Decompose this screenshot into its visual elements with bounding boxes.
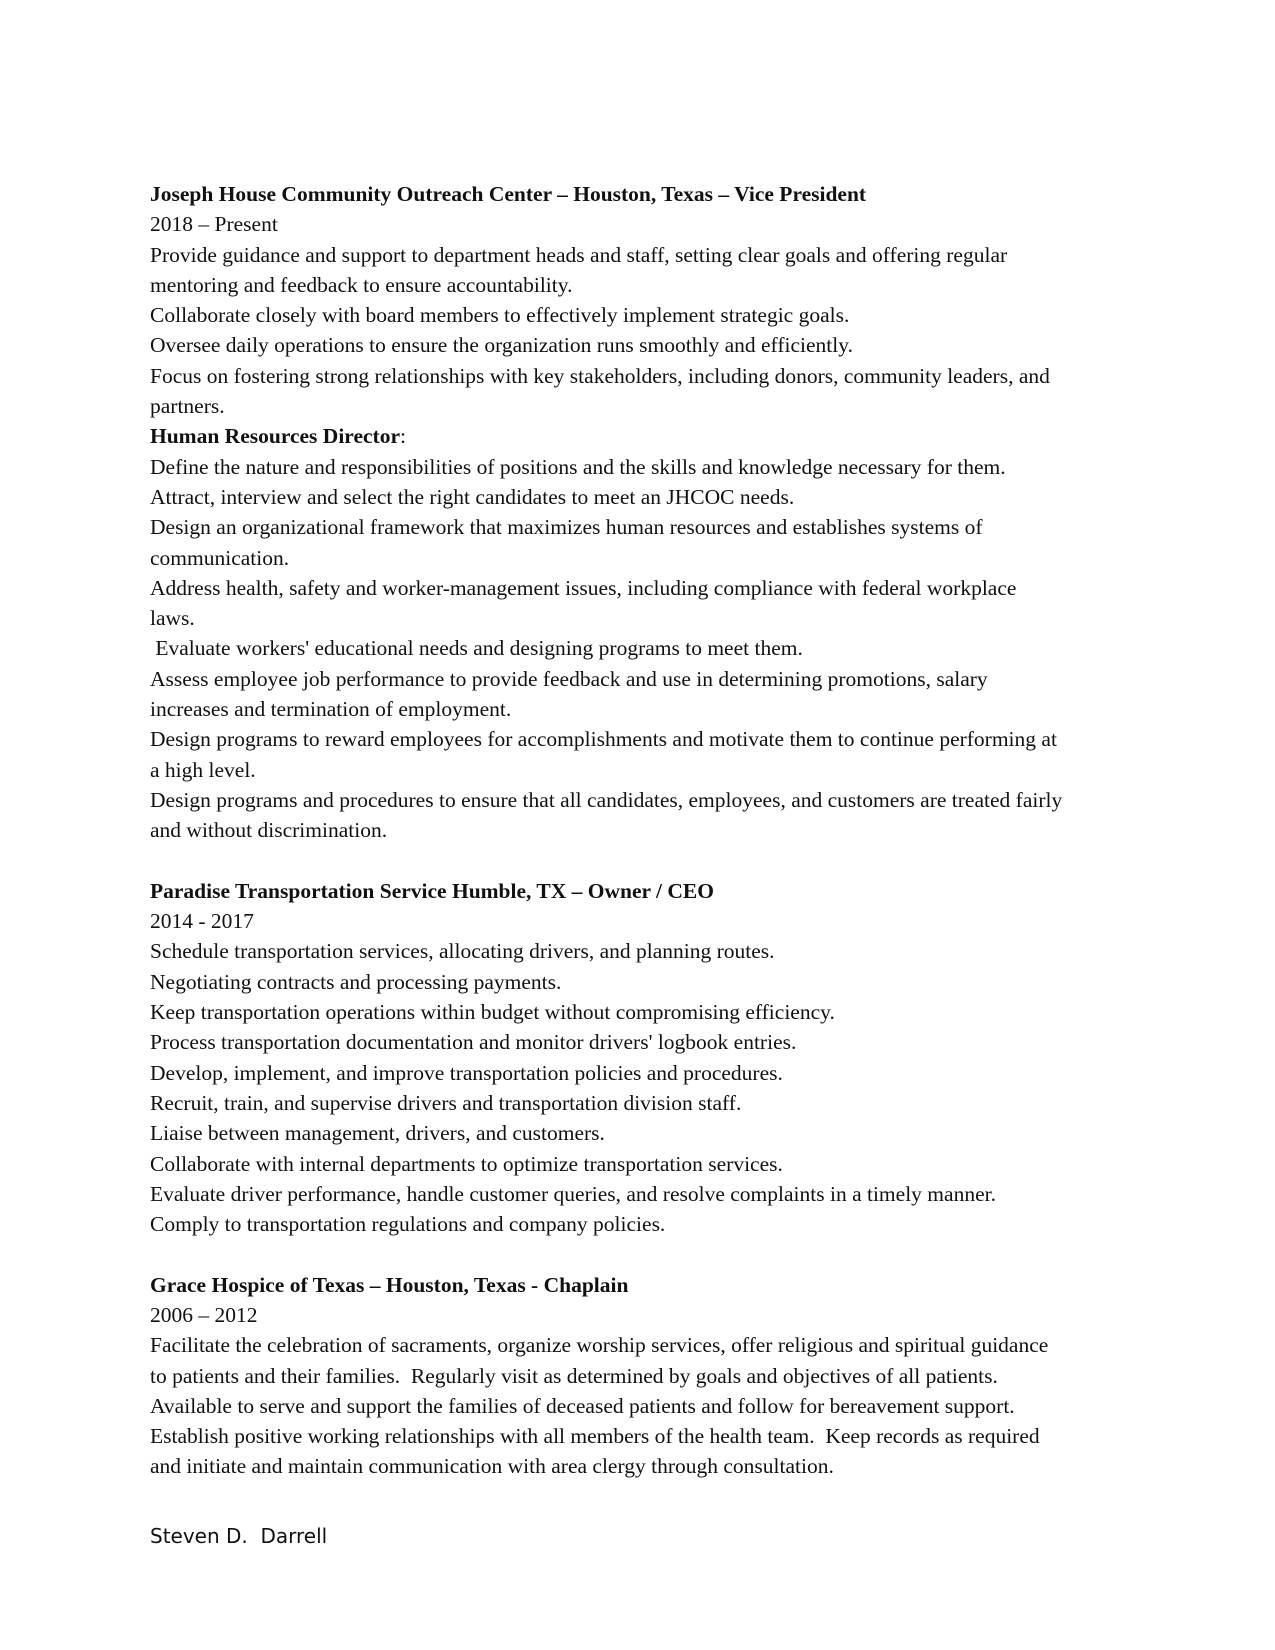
job-line: Establish positive working relationships with all members of the health team. Keep records as required: [150, 1424, 1040, 1449]
job-line: Schedule transportation services, allocating drivers, and planning routes.: [150, 939, 775, 964]
job-line: to patients and their families. Regularly visit as determined by goals and objectives of all patients.: [150, 1363, 998, 1388]
job-line: and initiate and maintain communication with area clergy through consultation.: [150, 1454, 834, 1479]
job-line: Design an organizational framework that maximizes human resources and establishes systems of: [150, 515, 983, 540]
job-line: mentoring and feedback to ensure accountability.: [150, 272, 573, 297]
subheading-colon: :: [400, 424, 406, 449]
job-line: Develop, implement, and improve transportation policies and procedures.: [150, 1060, 783, 1085]
job-heading-grace-hospice: Grace Hospice of Texas – Houston, Texas - Chaplain: [150, 1272, 629, 1297]
job-line: Recruit, train, and supervise drivers and transportation division staff.: [150, 1090, 742, 1115]
job-line: Negotiating contracts and processing payments.: [150, 969, 562, 994]
job-line: increases and termination of employment.: [150, 697, 512, 722]
job-line: communication.: [150, 545, 290, 570]
job-line: Keep transportation operations within budget without compromising efficiency.: [150, 1000, 835, 1025]
job-line: Process transportation documentation and monitor drivers' logbook entries.: [150, 1030, 797, 1055]
job-line: Design programs to reward employees for accomplishments and motivate them to continue performing at: [150, 727, 1057, 752]
job-line: Liaise between management, drivers, and customers.: [150, 1121, 605, 1146]
section-spacer: [150, 1239, 1130, 1269]
subheading-label: Human Resources Director: [150, 424, 400, 449]
job-line: Assess employee job performance to provide feedback and use in determining promotions, salary: [150, 666, 988, 691]
resume-content: [150, 179, 1130, 1482]
job-line: laws.: [150, 606, 195, 631]
subheading-hr-director: [150, 421, 1130, 451]
job-line: and without discrimination.: [150, 818, 388, 843]
job-line: Oversee daily operations to ensure the organization runs smoothly and efficiently.: [150, 333, 853, 358]
job-line: Facilitate the celebration of sacraments, organize worship services, offer religious and spiritual guidance: [150, 1333, 1049, 1358]
job-line: Design programs and procedures to ensure that all candidates, employees, and customers are treated fairly: [150, 787, 1063, 812]
job-line: Comply to transportation regulations and company policies.: [150, 1212, 666, 1237]
job-line: Focus on fostering strong relationships with key stakeholders, including donors, community leaders, and: [150, 363, 1050, 388]
job-heading-paradise-transportation: Paradise Transportation Service Humble, TX – Owner / CEO: [150, 878, 714, 903]
job-line: Evaluate workers' educational needs and designing programs to meet them.: [150, 636, 803, 661]
section-spacer: [150, 846, 1130, 876]
job-line: Define the nature and responsibilities of positions and the skills and knowledge necessary for them.: [150, 454, 1006, 479]
job-line: Evaluate driver performance, handle customer queries, and resolve complaints in a timely manner.: [150, 1181, 996, 1206]
job-line: a high level.: [150, 757, 256, 782]
job-line: Collaborate closely with board members to effectively implement strategic goals.: [150, 303, 850, 328]
job-line: Address health, safety and worker-management issues, including compliance with federal workplace: [150, 575, 1017, 600]
job-dates: 2006 – 2012: [150, 1302, 258, 1327]
job-line: Collaborate with internal departments to optimize transportation services.: [150, 1151, 783, 1176]
job-line: Attract, interview and select the right candidates to meet an JHCOC needs.: [150, 484, 795, 509]
job-dates: 2018 – Present: [150, 212, 278, 237]
job-dates: 2014 - 2017: [150, 909, 254, 934]
job-heading-joseph-house: Joseph House Community Outreach Center – Houston, Texas – Vice President: [150, 182, 867, 206]
footer-name: Steven D. Darrell: [150, 1524, 328, 1548]
job-line: Available to serve and support the families of deceased patients and follow for bereavement support.: [150, 1393, 1015, 1418]
job-line: partners.: [150, 394, 225, 419]
job-line: Provide guidance and support to department heads and staff, setting clear goals and offering regular: [150, 242, 1008, 267]
